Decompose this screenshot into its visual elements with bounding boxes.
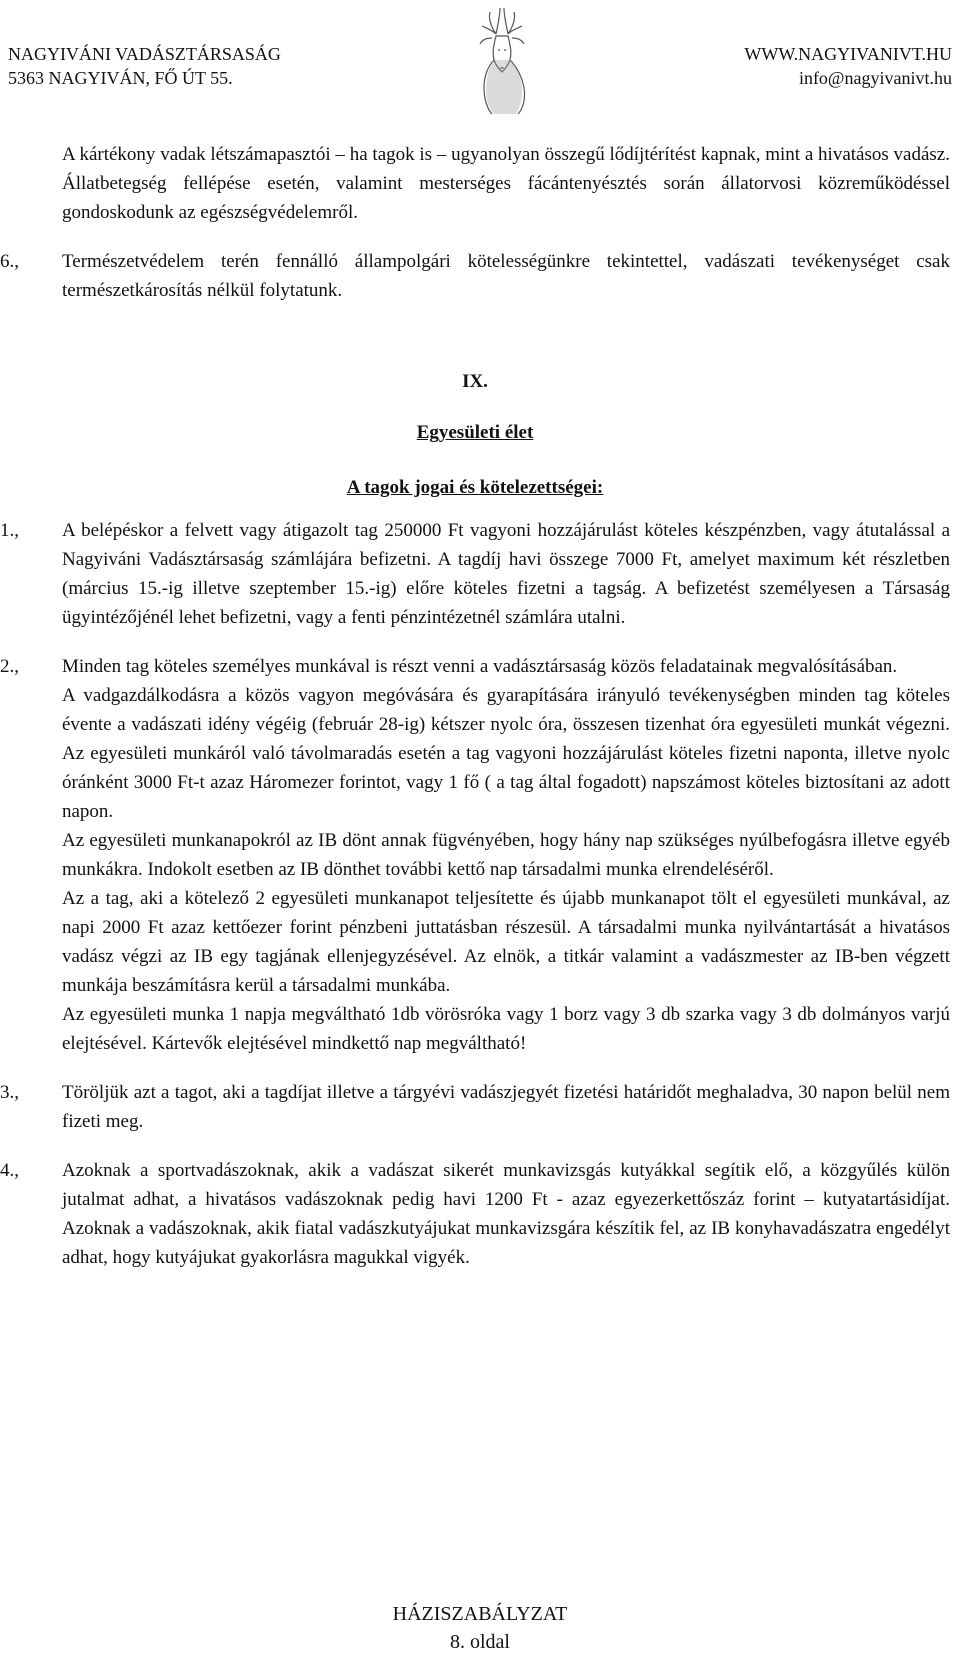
item-text: Az a tag, aki a kötelező 2 egyesületi munkanapot teljesítette és újabb munkanapot tölt el egyesületi munkával, az napi 2000 Ft azaz kettőezer forint pénzbeni juttatásban részesül. A társadalmi munka nyilvántartását a hivatásos vadász végzi az IB egy tagjának ellenjegyzésével. Az elnök, a titkár valamint a vadászmester az IB-ben végzett munkája beszámításra kerül a társadalmi munkába. — [62, 888, 950, 996]
item-number: 3., — [0, 1082, 19, 1103]
section-subtitle: A tagok jogai és kötelezettségei: — [346, 477, 604, 498]
item-3 — [0, 1078, 950, 1136]
header-left — [8, 42, 281, 90]
page-header — [0, 0, 960, 120]
item-6 — [0, 247, 950, 305]
footer-doc-title: HÁZISZABÁLYZAT — [392, 1603, 568, 1625]
org-address: 5363 NAGYIVÁN, FŐ ÚT 55. — [8, 68, 233, 88]
item-4 — [0, 1156, 950, 1272]
roe-deer-logo-icon — [470, 4, 536, 116]
item-1 — [0, 516, 950, 632]
header-right — [744, 42, 952, 90]
item-text: Természetvédelem terén fennálló állampolgári kötelességünkre tekintettel, vadászati tevékenységet csak természetkárosítás nélkül folytatunk. — [62, 251, 950, 301]
item-number: 1., — [0, 520, 19, 541]
item-text: Töröljük azt a tagot, aki a tagdíjat illetve a tárgyévi vadászjegyét fizetési határidőt meghaladva, 30 napon belül nem fizeti meg. — [62, 1082, 950, 1132]
item-text: A vadgazdálkodásra a közös vagyon megóvására és gyarapítására irányuló tevékenységben minden tag köteles évente a vadászati idény végéig (február 28-ig) kétszer nyolc óra, összesen tizenhat óra egyesületi munkát végezni. Az egyesületi munkáról való távolmaradás esetén a tag vagyoni hozzájárulást köteles fizetni naponta, illetve nyolc óránként 3000 Ft-t azaz Háromezer forintot, vagy 1 fő ( a tag által fogadott) napszámost köteles biztosítani az adott napon. — [62, 685, 950, 822]
org-name: NAGYIVÁNI VADÁSZTÁRSASÁG — [8, 44, 281, 64]
footer-page-number: 8. oldal — [450, 1631, 510, 1653]
item-text: Minden tag köteles személyes munkával is részt venni a vadásztársaság közös feladatainak megvalósításában. — [62, 656, 898, 677]
section-roman-numeral: IX. — [462, 371, 488, 392]
document-body — [0, 140, 950, 1272]
item-text: Az egyesületi munka 1 napja megváltható 1db vörösróka vagy 1 borz vagy 3 db szarka vagy 3 db dolmányos varjú elejtésével. Kártevők elejtésével mindkettő nap megváltható! — [62, 1004, 950, 1054]
item-2 — [0, 652, 950, 1058]
item-number: 2., — [0, 656, 19, 677]
website-link[interactable]: WWW.NAGYIVANIVT.HU — [744, 44, 952, 64]
page-footer — [0, 1600, 960, 1656]
item-number: 6., — [0, 251, 19, 272]
section-title: Egyesületi élet — [416, 422, 534, 443]
item-number: 4., — [0, 1160, 19, 1181]
intro-paragraph: A kártékony vadak létszámapasztói – ha tagok is – ugyanolyan összegű lődíjtérítést kapnak, mint a hivatásos vadász. Állatbetegség fellépése esetén, valamint mesterséges fácántenyésztés során állatorvosi közreműködéssel gondoskodunk az egészségvédelemről. — [62, 144, 950, 223]
item-text: Azoknak a sportvadászoknak, akik a vadászat sikerét munkavizsgás kutyákkal segítik elő, a közgyűlés külön jutalmat adhat, a hivatásos vadászoknak pedig havi 1200 Ft - azaz egyezerkettőszáz forint – kutyatartásidíjat. Azoknak a vadászoknak, akik fiatal vadászkutyájukat munkavizsgára készítik fel, az IB konyhavadászatra engedélyt adhat, hogy kutyájukat gyakorlásra magukkal vigyék. — [62, 1160, 950, 1268]
item-text: Az egyesületi munkanapokról az IB dönt annak fügvényében, hogy hány nap szükséges nyúlbefogásra illetve egyéb munkákra. Indokolt esetben az IB dönthet további kettő nap társadalmi munka elrendeléséről. — [62, 830, 950, 880]
item-text: A belépéskor a felvett vagy átigazolt tag 250000 Ft vagyoni hozzájárulást köteles készpénzben, vagy átutalással a Nagyiváni Vadásztársaság számlájára befizetni. A tagdíj havi összege 7000 Ft, amelyet maximum két részletben (március 15.-ig illetve szeptember 15.-ig) előre köteles fizetni a tagság. A befizetést személyesen a Társaság ügyintézőjénél lehet befizetni, vagy a fenti pénzintézetnél számlára utalni. — [62, 520, 950, 628]
email-link[interactable]: info@nagyivanivt.hu — [798, 68, 952, 88]
